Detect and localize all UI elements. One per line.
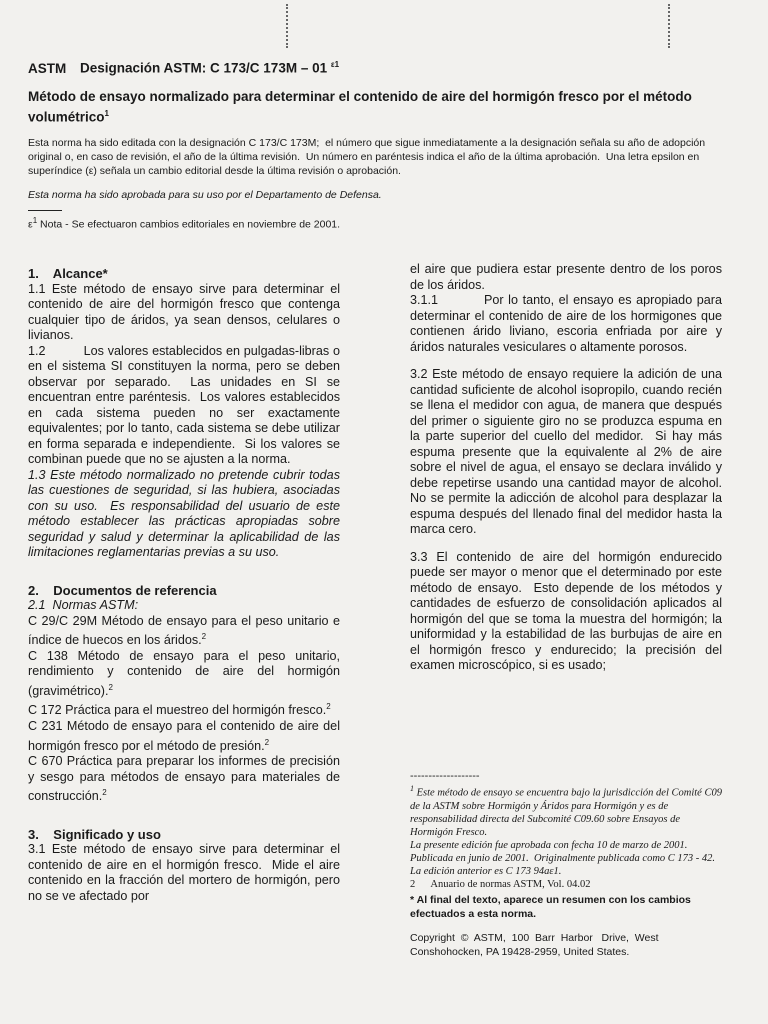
epsilon-note	[28, 214, 728, 232]
paragraph-1-1: 1.1 Este método de ensayo sirve para determinar el contenido de aire del hormigón fresco que contenga cualquier tipo de áridos, ya sean densos, celulares o livianos.	[28, 281, 344, 342]
footnote-text: Este método de ensayo se encuentra bajo la jurisdicción del Comité C09 de la ASTM sobre Hormigón y Áridos para Hormigón y es de responsabilidad directa del Subcomité C09.60 sobre Ensayos de Hormigón Fresco.	[410, 787, 722, 838]
reference-c172	[28, 699, 340, 719]
title-text: Método de ensayo normalizado para determinar el contenido de aire del hormigón fresco por el método volumétrico	[28, 89, 692, 125]
footnote-divider: -------------------	[410, 770, 480, 782]
title-sup: 1	[104, 109, 109, 118]
org-label: ASTM	[28, 60, 67, 76]
designation-line	[28, 60, 339, 76]
section-heading-scope: 1. Alcance*	[28, 266, 108, 281]
copyright-notice: Copyright © ASTM, 100 Barr Harbor Drive, West Conshohocken, PA 19428-2959, United States.	[410, 932, 662, 958]
footnote-text: Anuario de normas ASTM, Vol. 04.02	[415, 878, 591, 890]
edition-note: Esta norma ha sido editada con la designación C 173/C 173M; el número que sigue inmediatamente a la designación señala su año de adopción original o, en caso de revisión, el año de la última revisión. Un número en paréntesis indica el año de la última aprobación. Una letra epsilon en superíndice (ε) señala un cambio editorial desde la última revisión o aprobación.	[28, 137, 709, 177]
paragraph-2-1: 2.1 Normas ASTM:	[28, 598, 139, 612]
reference-text: C 231 Método de ensayo para el contenido de aire del hormigón fresco por el método de presión.	[28, 719, 340, 753]
right-column	[410, 262, 729, 674]
reference-sup: 2	[326, 702, 331, 712]
footnote-2	[410, 878, 722, 891]
designation-sup: ε1	[330, 60, 340, 69]
reference-c138	[28, 649, 340, 700]
note-divider	[28, 210, 62, 211]
summary-note: * Al final del texto, aparece un resumen con los cambios efectuados a esta norma.	[410, 894, 694, 920]
binding-mark	[286, 4, 290, 48]
footnotes	[410, 782, 722, 891]
reference-sup: 2	[201, 632, 207, 641]
document-title	[28, 88, 718, 126]
reference-c231	[28, 719, 340, 754]
reference-text: C 670 Práctica para preparar los informes de precisión y sesgo para métodos de ensayo para materiales de construcción.	[28, 754, 340, 804]
footnote-1-edition: La presente edición fue aprobada con fecha 10 de marzo de 2001. Publicada en junio de 2001. Originalmente publicada como C 173 - 42. La edición anterior es C 173 94aε1.	[410, 839, 721, 877]
left-column	[28, 266, 344, 904]
epsilon-symbol: ε	[28, 218, 33, 231]
paragraph-3-2: 3.2 Este método de ensayo requiere la adición de una cantidad suficiente de alcohol isopropilo, cuando recién se llena el medidor con agua, de manera que después del primer o siguiente giro no se produzca espuma en la parte superior del cuello del medidor. Si hay más espuma presente que la equivalente al 2% de aire sobre el nivel de agua, el ensayo se declara inválido y debe repetirse usando una cantidad mayor de alcohol. No se permite la adicción de alcohol para desplazar la espuma después del llenado final del medidor hasta la marca cero.	[410, 367, 729, 536]
paragraph-3-1: 3.1 Este método de ensayo sirve para determinar el contenido de aire en el hormigón fresco. Mide el aire contenido en la fracción del mortero de hormigón, pero no se ve afectado por	[28, 842, 344, 903]
section-heading-significance: 3. Significado y uso	[28, 826, 161, 842]
epsilon-sup: 1	[32, 216, 38, 225]
binding-mark	[668, 4, 672, 48]
reference-c29	[28, 614, 340, 649]
footnote-1	[410, 782, 722, 839]
section-heading-references: 2. Documentos de referencia	[28, 582, 217, 598]
paragraph-3-3: 3.3 El contenido de aire del hormigón endurecido puede ser mayor o menor que el determinado por este método de ensayo. Esto depende de los métodos y cantidades de esfuerzo de consolidación aplicados al hormigón del que se toma la muestra del hormigón; la uniformidad y la estabilidad de las burbujas de aire en el hormigón fresco y endurecido; la precisión del examen microscópico, si es usado;	[410, 549, 726, 672]
footnote-number: 1	[410, 784, 414, 793]
reference-text: C 29/C 29M Método de ensayo para el peso unitario e índice de huecos en los áridos.	[28, 613, 340, 648]
designation-text: Designación ASTM: C 173/C 173M – 01	[80, 60, 328, 76]
paragraph-1-2: 1.2 Los valores establecidos en pulgadas-libras o en el sistema SI constituyen la norma, pero se deben observar por separado. Las unidades en SI se encuentran entre paréntesis. Los valores establecidos en cada sistema pueden no ser exactamente equivalentes; por lo tanto, cada sistema se debe utilizar en forma separada e independiente. Si los valores se combinan puede que no se ajusten a la norma.	[28, 343, 344, 466]
reference-c670	[28, 754, 340, 805]
reference-sup: 2	[108, 682, 113, 692]
dod-note: Esta norma ha sido aprobada para su uso por el Departamento de Defensa.	[28, 189, 382, 201]
epsilon-text: Nota - Se efectuaron cambios editoriales en noviembre de 2001.	[37, 218, 341, 231]
reference-sup: 2	[102, 788, 107, 798]
reference-sup: 2	[264, 737, 270, 747]
reference-text: C 138 Método de ensayo para el peso unitario, rendimiento y contenido de aire del hormigón (gravimétrico).	[28, 648, 340, 698]
footnote-number: 2	[410, 878, 416, 890]
paragraph-1-3: 1.3 Este método normalizado no pretende cubrir todas las cuestiones de seguridad, si las hubiera, asociadas con su uso. Es responsabilidad del usuario de este método establecer las prácticas apropiadas sobre seguridad y salud y determinar la aplicabilidad de las limitaciones reglamentarias previas a su uso.	[28, 467, 344, 559]
paragraph-3-1-1: 3.1.1 Por lo tanto, el ensayo es apropiado para determinar el contenido de aire de los hormigones que contienen árido liviano, escoria enfriada por aire y áridos naturales vesiculares o altamente porosos.	[410, 293, 726, 354]
paragraph-3-1-continued: el aire que pudiera estar presente dentro de los poros de los áridos.	[410, 262, 726, 292]
reference-text: C 172 Práctica para el muestreo del hormigón fresco.	[28, 703, 327, 718]
